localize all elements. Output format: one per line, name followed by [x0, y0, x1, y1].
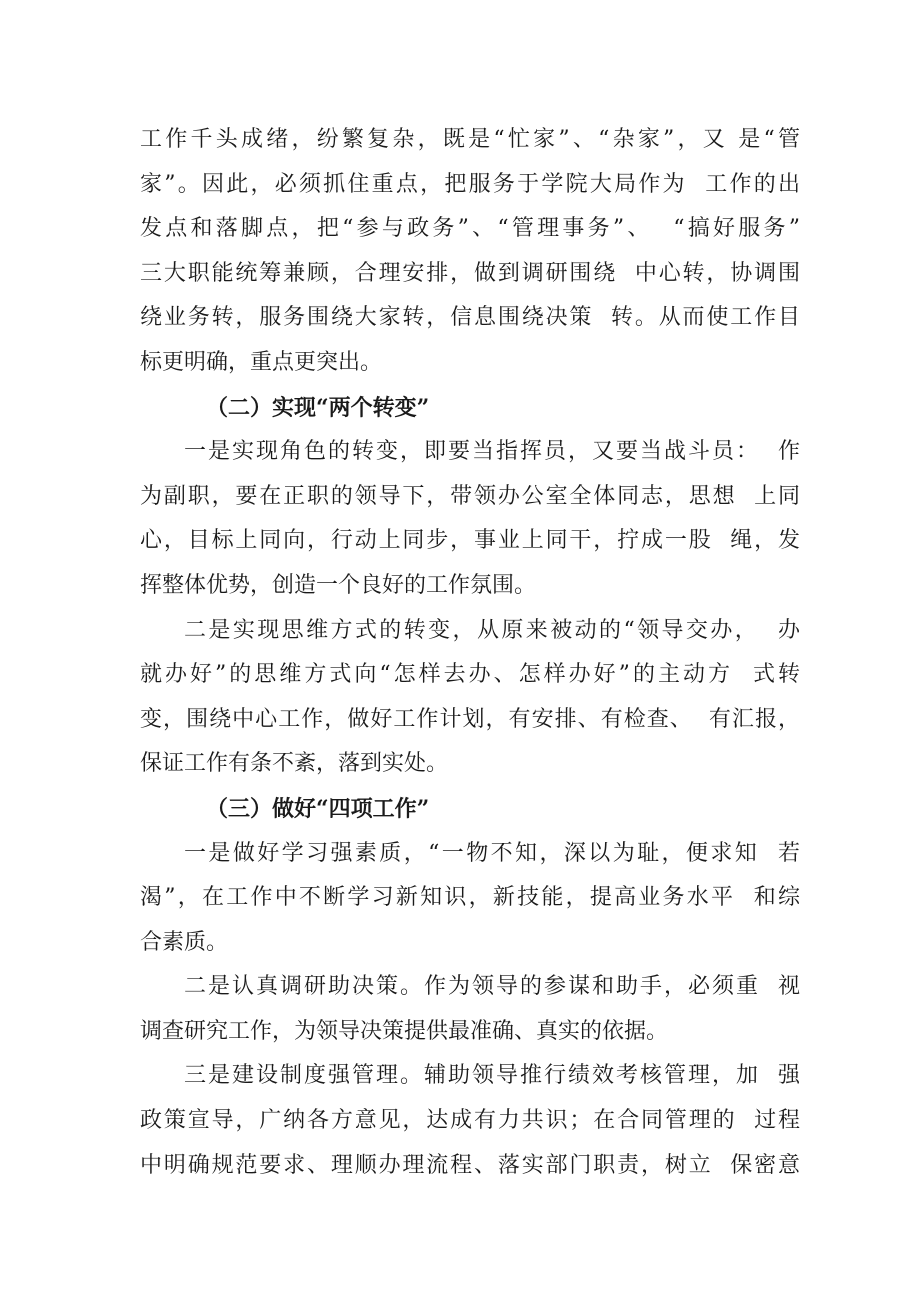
paragraph-line: 挥整体优势，创造一个良好的工作氛围。 [140, 572, 537, 598]
paragraph-line: 发点和落脚点，把“参与政务”、“管理事务”、 “搞好服务” [140, 216, 800, 242]
paragraph-line: 三是建设制度强管理。辅助领导推行绩效考核管理，加 强 [184, 1063, 800, 1089]
paragraph-line: 一是实现角色的转变，即要当指挥员，又要当战斗员： 作 [184, 439, 800, 465]
paragraph-line: 二是实现思维方式的转变，从原来被动的“领导交办， 办 [184, 617, 800, 643]
paragraph-line: 工作千头成绪，纷繁复杂，既是“忙家”、“杂家”，又 是“管 [140, 127, 800, 152]
paragraph-line: 保证工作有条不紊，落到实处。 [140, 751, 449, 777]
paragraph-line: 二是认真调研助决策。作为领导的参谋和助手，必须重 视 [184, 974, 800, 1000]
paragraph-line: 心，目标上同向，行动上同步，事业上同干，拧成一股 绳，发 [140, 528, 800, 554]
paragraph-line: 一是做好学习强素质，“一物不知，深以为耻，便求知 若 [184, 840, 800, 866]
document-body [140, 118, 800, 1188]
paragraph-line: 变，围绕中心工作，做好工作计划，有安排、有检查、 有汇报， [140, 706, 800, 732]
paragraph-line: 就办好”的思维方式向“怎样去办、怎样办好”的主动方 式转 [140, 662, 800, 688]
paragraph-line: 三大职能统筹兼顾，合理安排，做到调研围绕 中心转，协调围 [140, 260, 800, 286]
paragraph-line: 为副职，要在正职的领导下，带领办公室全体同志，思想 上同 [140, 483, 800, 509]
paragraph-line: 标更明确，重点更突出。 [140, 349, 383, 375]
paragraph-line: 调查研究工作，为领导决策提供最准确、真实的依据。 [140, 1018, 669, 1044]
section-heading: （二）实现“两个转变” [206, 394, 430, 421]
paragraph-line: 绕业务转，服务围绕大家转，信息围绕决策 转。从而使工作目 [140, 305, 800, 331]
paragraph-line: 合素质。 [140, 929, 229, 955]
paragraph-line: 渴”，在工作中不断学习新知识，新技能，提高业务水平 和综 [140, 885, 800, 911]
paragraph-line: 政策宣导，广纳各方意见，达成有力共识；在合同管理的 过程 [140, 1108, 800, 1134]
paragraph-line: 中明确规范要求、理顺办理流程、落实部门职责，树立 保密意 [140, 1152, 800, 1178]
section-heading: （三）做好“四项工作” [206, 795, 430, 822]
paragraph-line: 家”。因此，必须抓住重点，把服务于学院大局作为 工作的出 [140, 171, 800, 197]
